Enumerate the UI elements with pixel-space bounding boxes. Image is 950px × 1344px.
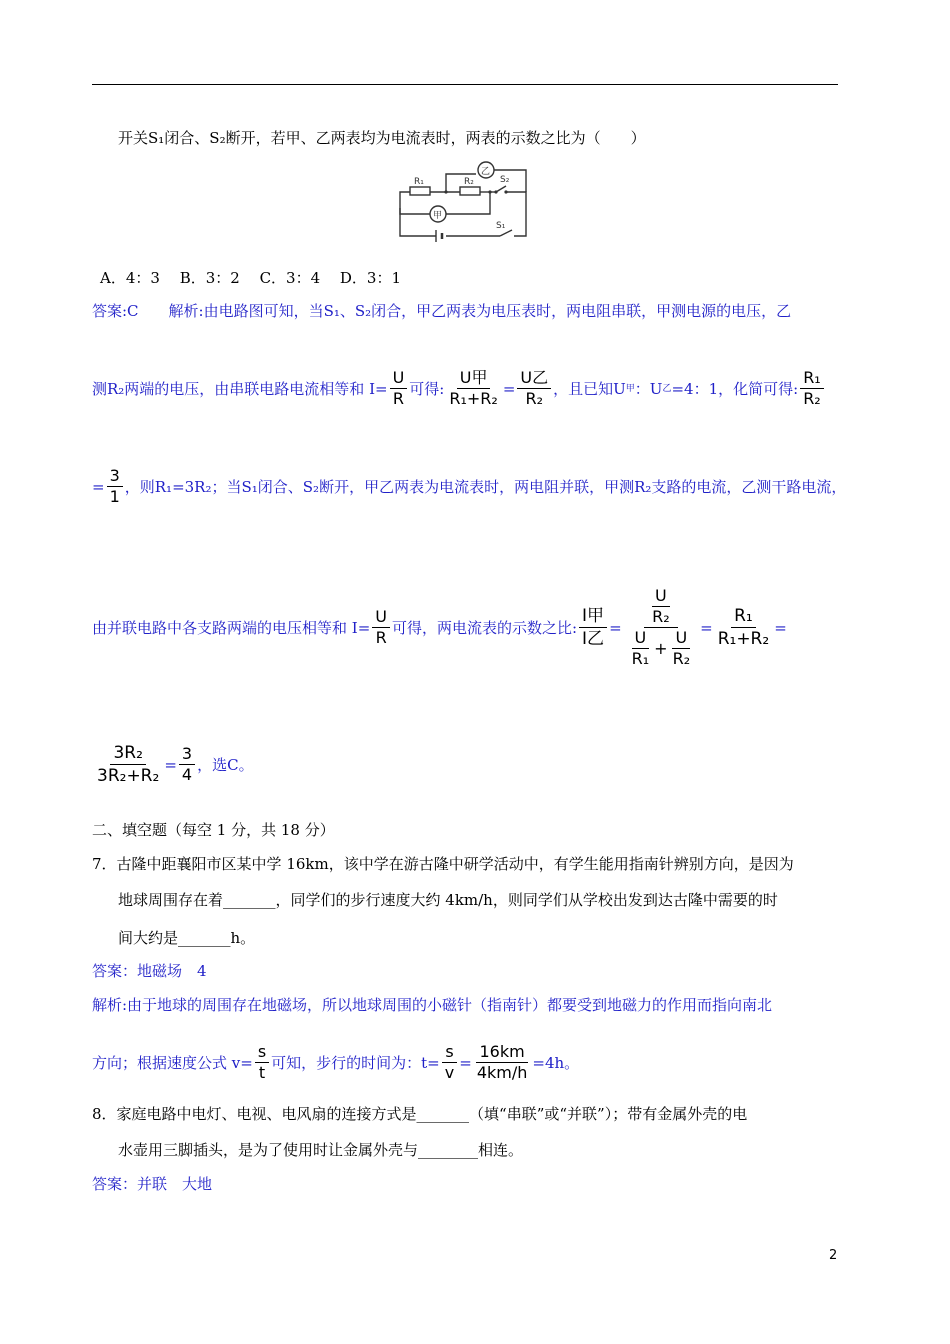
question-6-answer-line3: = $\frac{3}{1}$ ，则R₁=3R₂；当S₁闭合、S₂断开，甲乙两表为电流表时，两电阻并联，甲测R₂支路的电流，乙测干路电流，: [92, 466, 847, 506]
label-s2: S₂: [500, 175, 510, 185]
question-6-options: A．4：3 B．3：2 C．3：4 D．3：1: [100, 269, 402, 287]
ammeter-jia-label: 甲: [433, 211, 443, 221]
question-7-line3: 间大约是_______h。: [118, 929, 256, 947]
fraction-3-over-4: $\frac{3}{4}$: [179, 744, 195, 785]
fraction-3r2-over-sum: $\frac{\text{3R₂}}{\text{3R₂+R₂}}$: [97, 743, 160, 786]
question-6-answer-line4: 由并联电路中各支路两端的电压相等和 I= $\frac{U}{R}$ 可得，两电流表的示数之比: $\frac{\text{I甲}}{\text{I乙}}$ = $\frac{U}{\text{R₂}}$ $\frac{U}{\text{R₁}}$ + $\frac{U}{\text{R₂}}$ = $\frac{\text{R₁}}{\text{R₁+R₂}}$ =: [92, 586, 787, 668]
question-6-answer-line2: 测R₂两端的电压，由串联电路电流相等和 I= $\frac{U}{R}$ 可得: $\frac{\text{U甲}}{\text{R₁+R₂}}$ = $\frac{\text{U乙}}{\text{R₂}}$ ，且已知U 甲 ：U 乙 =4：1，化简可得: $\frac{\text{R₁}}{\text{R₂}}$: [92, 368, 826, 409]
question-6-stem: 开关S₁闭合、S₂断开，若甲、乙两表均为电流表时，两表的示数之比为（ ）: [118, 129, 646, 147]
circuit-diagram: [396, 156, 530, 242]
page-number: 2: [829, 1248, 838, 1263]
question-8-answer: 答案：并联 大地: [92, 1175, 213, 1193]
fraction-3-over-1: $\frac{3}{1}$: [107, 466, 123, 507]
question-6-answer-line1: 答案:C 解析:由电路图可知，当S₁、S₂闭合，甲乙两表为电压表时，两电阻串联，甲测电源的电压，乙: [92, 302, 792, 320]
fraction-ujia-over-sum: $\frac{\text{U甲}}{\text{R₁+R₂}}$: [449, 368, 498, 408]
fraction-16km-over-4kmh: $\frac{16km}{4km/h}$: [476, 1042, 528, 1082]
header-rule: [92, 84, 838, 85]
fraction-compound: $\frac{U}{\text{R₂}}$ $\frac{U}{\text{R₁}}$ + $\frac{U}{\text{R₂}}$: [631, 586, 691, 668]
question-8-line1: 8．家庭电路中电灯、电视、电风扇的连接方式是_______（填“串联”或“并联”）；带有金属外壳的电: [92, 1105, 748, 1123]
question-8-line2: 水壶用三脚插头，是为了使用时让金属外壳与________相连。: [118, 1141, 524, 1159]
fraction-s-over-t: $\frac{s}{t}$: [255, 1042, 269, 1083]
question-7-analysis-line2: 方向；根据速度公式 v= $\frac{s}{t}$ 可知，步行的时间为：t= $\frac{s}{v}$ = $\frac{16km}{4km/h}$ =4h。: [92, 1042, 580, 1082]
question-7-line1: 7．古隆中距襄阳市区某中学 16km，该中学在游古隆中研学活动中，有学生能用指南针辨别方向，是因为: [92, 855, 794, 873]
question-6-answer-line5: $\frac{\text{3R₂}}{\text{3R₂+R₂}}$ = $\frac{3}{4}$ ，选C。: [92, 742, 254, 787]
fraction-u-over-r-2: $\frac{U}{R}$: [372, 607, 390, 648]
question-7-analysis-line1: 解析:由于地球的周围存在地磁场，所以地球周围的小磁针（指南针）都要受到地磁力的作用而指向南北: [92, 996, 773, 1014]
label-s1: S₁: [496, 221, 506, 231]
fraction-uyi-over-r2: $\frac{\text{U乙}}{\text{R₂}}$: [517, 368, 551, 409]
label-r2: R₂: [464, 177, 474, 187]
fraction-r1-over-r2: $\frac{\text{R₁}}{\text{R₂}}$: [800, 368, 824, 409]
question-7-line2: 地球周围存在着_______，同学们的步行速度大约 4km/h，则同学们从学校出发到达古隆中需要的时: [118, 891, 778, 909]
label-r1: R₁: [414, 177, 424, 187]
ammeter-yi-label: 乙: [481, 167, 491, 177]
fraction-s-over-v: $\frac{s}{v}$: [442, 1042, 457, 1083]
section-2-title: 二、填空题（每空 1 分，共 18 分）: [92, 821, 335, 839]
fraction-ijia-over-iyi: $\frac{\text{I甲}}{\text{I乙}}$: [579, 605, 607, 650]
fraction-r1-over-sum: $\frac{\text{R₁}}{\text{R₁+R₂}}$: [717, 606, 770, 649]
fraction-u-over-r: $\frac{U}{R}$: [390, 368, 408, 409]
question-7-answer: 答案：地磁场 4: [92, 962, 207, 980]
